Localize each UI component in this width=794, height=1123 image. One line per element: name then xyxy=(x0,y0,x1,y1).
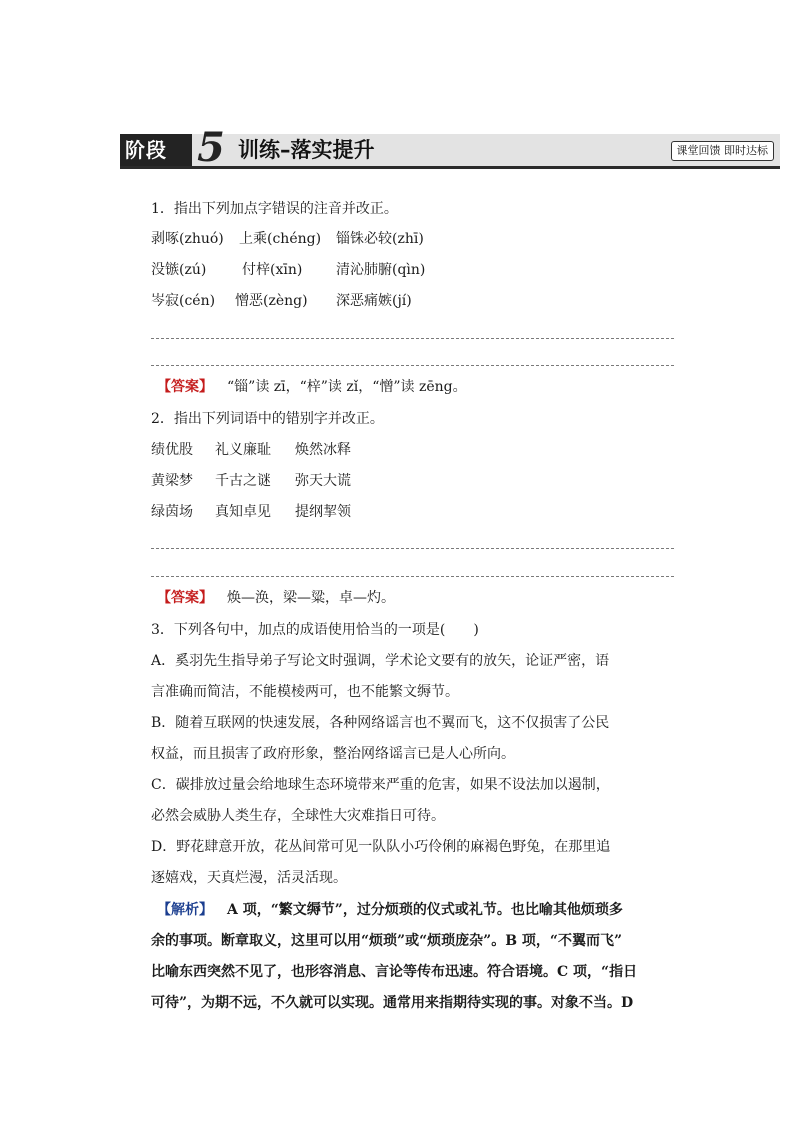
q2-item: 千古之谜 xyxy=(215,473,271,489)
stage-label: 阶段 xyxy=(120,134,192,166)
q3-option-d-line-2: 逐嬉戏，天真烂漫，活灵活现。 xyxy=(151,870,347,886)
q1-item: 上乘(chéng) xyxy=(239,231,322,247)
q2-item: 提纲挈领 xyxy=(295,504,351,520)
feedback-badge: 课堂回馈 即时达标 xyxy=(671,141,775,161)
q1-item: 剥啄(zhuó) xyxy=(151,231,224,247)
q2-item: 真知卓见 xyxy=(215,504,271,520)
q3-option-a-line-1: A．奚羽先生指导弟子写论文时强调，学术论文要有的放矢，论证严密，语 xyxy=(151,653,610,669)
q3-option-b-line-2: 权益，而且损害了政府形象，整治网络谣言已是人心所向。 xyxy=(151,746,515,762)
stage-number: 5 xyxy=(197,124,225,171)
q3-analysis-line-4: 可待”，为期不远，不久就可以实现。通常用来指期待实现的事。对象不当。D xyxy=(151,995,634,1011)
q3-analysis-line-2: 余的事项。断章取义，这里可以用“烦琐”或“烦琐庞杂”。B 项，“不翼而飞” xyxy=(151,933,623,949)
section-header xyxy=(120,124,780,171)
q3-option-a-line-2: 言准确而简洁，不能模棱两可，也不能繁文缛节。 xyxy=(151,684,459,700)
q1-item: 没镞(zú) xyxy=(151,262,207,278)
q1-item: 锱铢必较(zhī) xyxy=(336,231,424,247)
answer-blank-line xyxy=(151,365,674,366)
q2-item: 礼义廉耻 xyxy=(215,442,271,458)
q2-prompt: 2．指出下列词语中的错别字并改正。 xyxy=(151,411,384,427)
q1-item: 憎恶(zèng) xyxy=(235,293,308,309)
q2-item: 绩优股 xyxy=(151,442,193,458)
answer-tag: 【答案】 xyxy=(157,590,213,606)
q1-item: 付梓(xīn) xyxy=(242,262,303,278)
section-title: 训练–落实提升 xyxy=(238,138,375,162)
q1-item: 岑寂(cén) xyxy=(151,293,216,309)
q3-analysis-line-3: 比喻东西突然不见了，也形容消息、言论等传布迅速。符合语境。C 项，“指日 xyxy=(151,964,638,980)
q1-prompt: 1．指出下列加点字错误的注音并改正。 xyxy=(151,201,398,217)
q1-row-1 xyxy=(151,229,424,249)
q2-item: 黄梁梦 xyxy=(151,473,193,489)
answer-blank-line xyxy=(151,576,674,577)
q1-answer xyxy=(157,377,467,397)
q1-item: 清沁肺腑(qìn) xyxy=(336,262,426,278)
analysis-tag: 【解析】 xyxy=(157,902,213,918)
q2-item: 焕然冰释 xyxy=(295,442,351,458)
q1-item: 深恶痛嫉(jí) xyxy=(336,293,412,309)
answer-blank-line xyxy=(151,338,674,339)
q2-row-3 xyxy=(151,502,351,522)
q2-row-2 xyxy=(151,471,351,491)
q3-analysis-line-1 xyxy=(157,900,623,920)
q2-row-1 xyxy=(151,440,351,460)
answer-blank-line xyxy=(151,548,674,549)
q2-answer xyxy=(157,588,395,608)
q3-option-c-line-2: 必然会威胁人类生存，全球性大灾难指日可待。 xyxy=(151,808,445,824)
q3-prompt: 3．下列各句中，加点的成语使用恰当的一项是( ) xyxy=(151,622,479,638)
analysis-text: A 项，“繁文缛节”，过分烦琐的仪式或礼节。也比喻其他烦琐多 xyxy=(227,902,623,918)
q1-row-3 xyxy=(151,291,412,311)
answer-tag: 【答案】 xyxy=(157,379,213,395)
q3-option-d-line-1: D．野花肆意开放，花丛间常可见一队队小巧伶俐的麻褐色野兔，在那里追 xyxy=(151,839,611,855)
answer-text: “锱”读 zī，“梓”读 zǐ，“憎”读 zēng。 xyxy=(227,379,467,395)
q1-row-2 xyxy=(151,260,425,280)
q3-option-c-line-1: C．碳排放过量会给地球生态环境带来严重的危害，如果不设法加以遏制， xyxy=(151,777,610,793)
answer-text: 焕—涣，梁—粱，卓—灼。 xyxy=(227,590,395,606)
q2-item: 弥天大谎 xyxy=(295,473,351,489)
q2-item: 绿茵场 xyxy=(151,504,193,520)
q3-option-b-line-1: B．随着互联网的快速发展，各种网络谣言也不翼而飞，这不仅损害了公民 xyxy=(151,715,610,731)
